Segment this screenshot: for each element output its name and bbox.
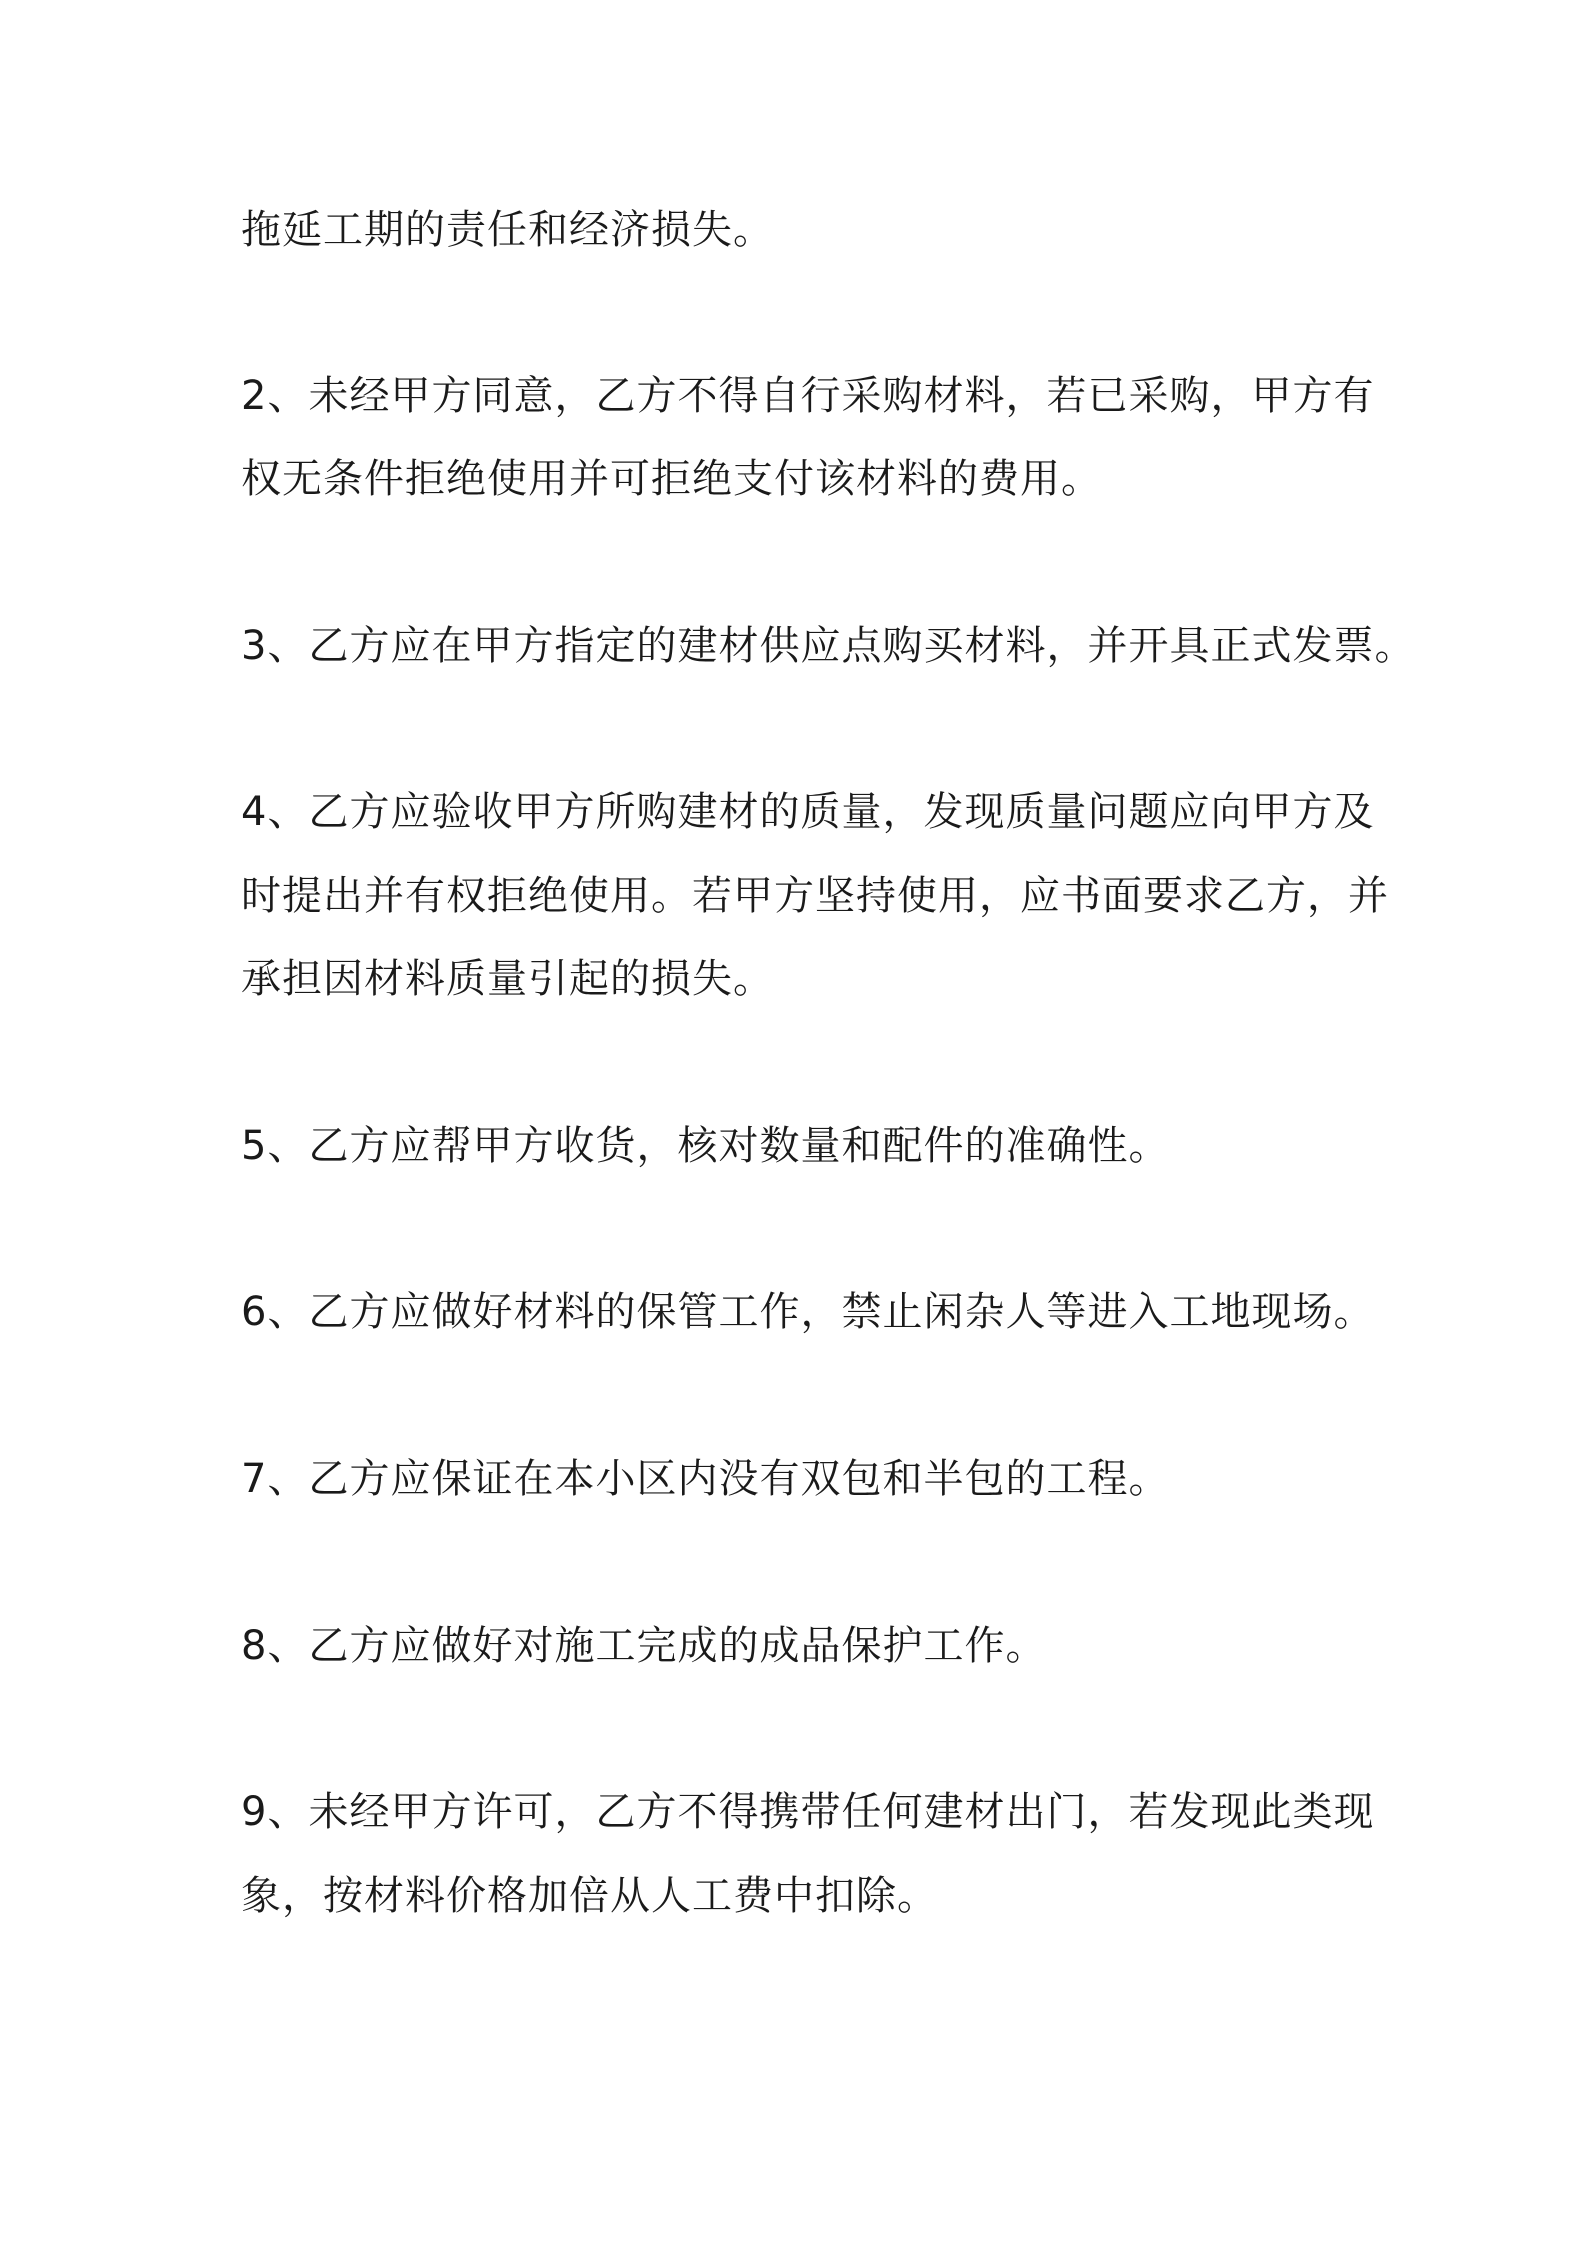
clause-4-line-3: 承担因材料质量引起的损失。 xyxy=(241,956,774,1002)
clause-5-line-1: 5、乙方应帮甲方收货，核对数量和配件的准确性。 xyxy=(241,1123,1170,1169)
clause-7-line-1: 7、乙方应保证在本小区内没有双包和半包的工程。 xyxy=(241,1456,1170,1502)
clause-4-line-1: 4、乙方应验收甲方所购建材的质量，发现质量问题应向甲方及 xyxy=(241,789,1375,835)
clause-4-line-2: 时提出并有权拒绝使用。若甲方坚持使用，应书面要求乙方，并 xyxy=(241,873,1389,919)
clause-9-line-2: 象，按材料价格加倍从人工费中扣除。 xyxy=(241,1873,938,1919)
paragraph-1-line-1: 拖延工期的责任和经济损失。 xyxy=(241,207,774,253)
clause-2-line-2: 权无条件拒绝使用并可拒绝支付该材料的费用。 xyxy=(241,456,1102,502)
clause-3-line-1: 3、乙方应在甲方指定的建材供应点购买材料，并开具正式发票。 xyxy=(241,623,1416,669)
clause-6-line-1: 6、乙方应做好材料的保管工作，禁止闲杂人等进入工地现场。 xyxy=(241,1289,1375,1335)
clause-2-line-1: 2、未经甲方同意，乙方不得自行采购材料，若已采购，甲方有 xyxy=(241,373,1375,419)
clause-8-line-1: 8、乙方应做好对施工完成的成品保护工作。 xyxy=(241,1623,1047,1669)
clause-9-line-1: 9、未经甲方许可，乙方不得携带任何建材出门，若发现此类现 xyxy=(241,1789,1375,1835)
